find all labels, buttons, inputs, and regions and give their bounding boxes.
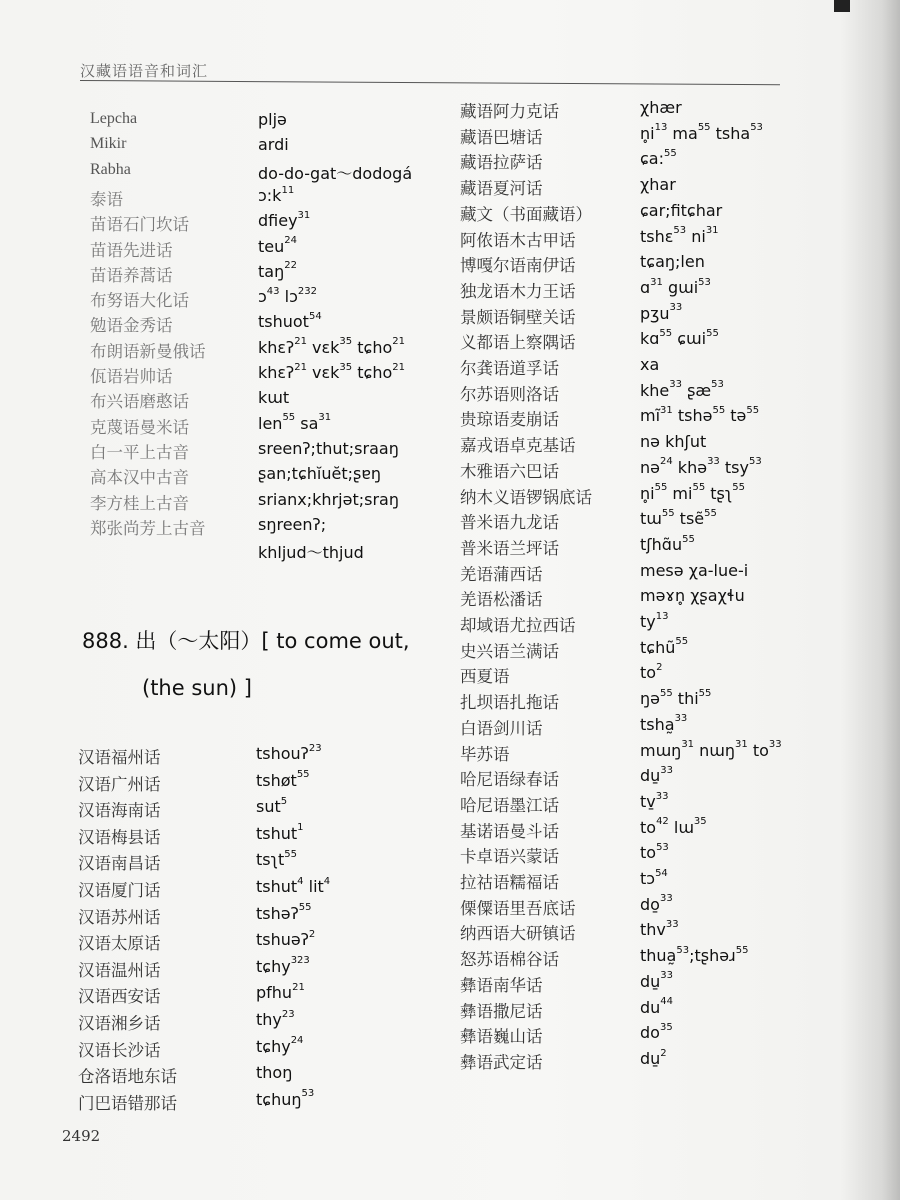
phonetic-form: ɕa:$^{55}$ [640,148,677,169]
phonetic-form: tshut$^1$ [256,822,304,843]
phonetic-form: mɯŋ$^{31}$ nɯŋ$^{31}$ $to^{33}$ [640,739,782,760]
language-name: 苗语石门坎话 [90,215,189,235]
phonetic-form: tsha̰$^{33}$ [640,713,688,734]
language-name: 汉语南昌话 [78,854,161,874]
phonetic-form: $tʃhɑ̃u^{55}$ [640,533,695,554]
page-spine-shadow [840,0,900,1200]
phonetic-form: khe$^{33}$ ʂæ$^{53}$ [640,379,724,400]
phonetic-form: $n̥i^{55}$ $mi^{55}$ tʂʅ$^{55}$ [640,482,745,503]
language-name: 普米语兰坪话 [460,538,559,558]
language-name: 扎坝语扎拖话 [460,693,559,713]
phonetic-form: ɕar;fitɕhar [640,200,723,220]
language-name: 仓洛语地东话 [78,1067,177,1087]
language-name: 克蔑语曼米话 [90,417,189,437]
language-name: 汉语梅县话 [78,827,161,847]
phonetic-form: nə khʃut [640,432,707,452]
phonetic-form: $mĩ^{31}$ tshə$^{55}$ tə$^{55}$ [640,405,760,426]
language-name: 卡卓语兴蒙话 [460,847,559,867]
phonetic-form: thv$^{33}$ [640,919,679,940]
phonetic-form: tɕhy$^{24}$ [256,1035,304,1056]
language-name: 泰语 [90,189,123,209]
language-name: 汉语苏州话 [78,907,161,927]
phonetic-form: tɕhũ$^{55}$ [640,636,689,657]
language-name: 哈尼语绿春话 [460,770,559,790]
phonetic-form: sŋreenʔ; [258,514,327,534]
phonetic-form: du̱$^2$ [640,1047,667,1068]
language-name: 藏语拉萨话 [460,153,543,173]
phonetic-form: tɯ$^{55}$ tsẽ$^{55}$ [640,507,717,529]
language-name: 义都语上察隅话 [460,333,576,353]
language-name: 勉语金秀话 [90,316,173,336]
phonetic-form: tshut$^4$ lit$^4$ [256,875,331,896]
phonetic-form: dfiey$^{31}$ [258,209,311,231]
language-name: 高本汉中古音 [90,468,189,488]
language-name: 汉语福州话 [78,748,161,767]
phonetic-form: ɔ$^{43}$ lɔ$^{232}$ [258,285,317,307]
phonetic-form: ɑ$^{31}$ gɯi$^{53}$ [640,276,711,297]
phonetic-form: khɛʔ$^{21}$ vɛk$^{35}$ tɕho$^{21}$ [258,336,405,357]
language-name: 汉语湘乡话 [78,1014,161,1033]
language-name: 博嘎尔语南伊话 [460,256,576,276]
language-name: 嘉戎语卓克基话 [460,436,576,456]
language-name: 白一平上古音 [90,442,189,462]
language-name: 尔苏语则洛话 [460,384,559,404]
language-name: 郑张尚芳上古音 [90,518,206,538]
language-name: 苗语养蒿话 [90,265,173,285]
language-name: 彝语撒尼话 [460,1001,543,1021]
language-name: 羌语蒲西话 [460,564,543,584]
phonetic-form: sut$^5$ [256,795,288,817]
phonetic-form: tshouʔ$^{23}$ [256,742,322,763]
language-name: 李方桂上古音 [90,493,189,513]
language-name: Lepcha [90,110,138,127]
language-name: 哈尼语墨江话 [460,795,559,815]
phonetic-form: kɯt [258,388,290,408]
language-name: 布朗语新曼俄话 [90,341,206,361]
header-rule [80,80,780,85]
phonetic-form: sreenʔ;thut;sraaŋ [258,438,399,458]
language-name: 西夏语 [460,667,510,687]
phonetic-form: tɕaŋ;len [640,252,705,272]
language-name: 拉祜语糯福话 [460,873,559,892]
language-name: 史兴语兰满话 [460,641,559,661]
section-heading-line2: (the sun) ] [142,676,252,700]
phonetic-form: tɔ$^{54}$ [640,867,668,888]
language-name: 布兴语磨憨话 [90,392,189,412]
page-number: 2492 [62,1127,101,1145]
phonetic-form: tsʅt$^{55}$ [256,849,297,870]
phonetic-form: taŋ$^{22}$ [258,260,297,281]
language-name: 普米语九龙话 [460,513,559,533]
language-name: 纳木义语锣锅底话 [460,487,592,507]
section-heading-line1: 888. 出（～太阳）[ to come out, [82,629,410,653]
language-name: 独龙语木力王话 [460,281,576,301]
language-name: 汉语海南话 [78,801,161,821]
language-name: 彝语南华话 [460,975,543,995]
language-name: 纳西语大研镇话 [460,924,576,944]
language-name: 却域语尤拉西话 [460,616,576,635]
language-name: Rabha [90,160,131,178]
phonetic-form: du̱$^{33}$ [640,764,674,786]
phonetic-form: tshøt$^{55}$ [256,769,310,790]
language-name: 彝语武定话 [460,1052,543,1072]
language-name: 尔龚语道孚话 [460,359,559,378]
phonetic-form: teu$^{24}$ [258,235,297,256]
phonetic-form: tshuot$^{54}$ [258,311,322,332]
phonetic-form: $do^{35}$ [640,1021,673,1043]
phonetic-form: χhær [640,98,682,117]
language-name: 藏文（书面藏语） [460,204,592,224]
phonetic-form: ardi [258,135,289,155]
language-name: 藏语巴塘话 [460,127,543,147]
phonetic-form: tshəʔ$^{55}$ [256,902,312,923]
phonetic-form: srianx;khrjət;sraŋ [258,489,399,509]
phonetic-form: pʒu$^{33}$ [640,302,683,323]
language-name: 藏语夏河话 [460,179,543,199]
phonetic-form: xa [640,355,660,374]
language-name: 汉语长沙话 [78,1040,161,1060]
phonetic-form: ŋə$^{55}$ thi$^{55}$ [640,687,712,709]
phonetic-form: khljud～thjud [258,543,364,563]
language-name: 阿侬语木古甲话 [460,230,576,250]
language-name: 汉语太原话 [78,934,161,954]
phonetic-form: do̱$^{33}$ [640,893,673,914]
language-name: 基诺语曼斗话 [460,821,559,841]
phonetic-form: $du^{44}$ [640,996,674,1017]
phonetic-form: tshɛ$^{53}$ $ni^{31}$ [640,225,719,246]
phonetic-form: $to^{53}$ [640,841,669,863]
language-name: 贵琼语麦崩话 [460,410,559,430]
language-name: 毕苏语 [460,744,510,764]
phonetic-form: χhar [640,175,676,195]
language-name: 门巴语错那话 [78,1093,177,1113]
phonetic-form: thy$^{23}$ [256,1008,295,1029]
phonetic-form: du̱$^{33}$ [640,970,674,991]
phonetic-form: mesə χa-lue-i [640,560,749,580]
language-name: Mikir [90,135,127,153]
running-head: 汉藏语语音和词汇 [80,62,209,80]
phonetic-form: $n̥i^{13}$ $ma^{55}$ tsha$^{53}$ [640,122,763,143]
phonetic-form: $ty^{13}$ [640,610,669,631]
phonetic-form: do-do-gat～dodogá [258,163,413,183]
language-name: 藏语阿力克话 [460,102,559,121]
language-name: 汉语西安话 [78,987,161,1007]
language-name: 汉语温州话 [78,960,161,980]
phonetic-form: ʂan;tɕhĭuĕt;ʂɐŋ [258,464,382,484]
phonetic-form: tɕhuŋ$^{53}$ [256,1088,315,1109]
language-name: 汉语厦门话 [78,881,161,900]
phonetic-form: tɕhy$^{323}$ [256,955,310,976]
language-name: 傈僳语里吾底话 [460,898,576,918]
language-name: 佤语岩帅话 [90,367,173,386]
language-name: 景颇语铜壁关话 [460,307,576,327]
phonetic-form: məɤn̥ χʂaχɬu [640,586,745,606]
phonetic-form: thoŋ [256,1063,293,1083]
phonetic-form: tshuəʔ$^2$ [256,928,316,950]
language-name: 苗语先进话 [90,240,173,260]
phonetic-form: kɑ$^{55}$ ɕɯi$^{55}$ [640,327,719,349]
language-name: 木雅语六巴话 [460,461,559,481]
phonetic-form: nə$^{24}$ khə$^{33}$ tsy$^{53}$ [640,456,762,477]
phonetic-form: pfhu$^{21}$ [256,982,305,1003]
language-name: 布努语大化话 [90,291,189,311]
language-name: 彝语巍山话 [460,1027,543,1047]
phonetic-form: pljə [258,110,287,129]
language-name: 羌语松潘话 [460,590,543,610]
language-name: 白语剑川话 [460,718,543,738]
phonetic-form: $to^{42}$ lɯ$^{35}$ [640,816,707,837]
language-name: 汉语广州话 [78,774,161,794]
phonetic-form: $ɔ:k^{11}$ [258,184,295,205]
phonetic-form: khɛʔ$^{21}$ vɛk$^{35}$ tɕho$^{21}$ [258,361,405,382]
phonetic-form: tv̱$^{33}$ [640,790,669,811]
phonetic-form: len$^{55}$ $sa^{31}$ [258,412,332,433]
language-name: 怒苏语棉谷话 [460,950,559,970]
phonetic-form: thua̰$^{53}$;tʂhəɹ$^{55}$ [640,944,749,966]
phonetic-form: $to^2$ [640,662,663,683]
corner-mark [834,0,850,12]
